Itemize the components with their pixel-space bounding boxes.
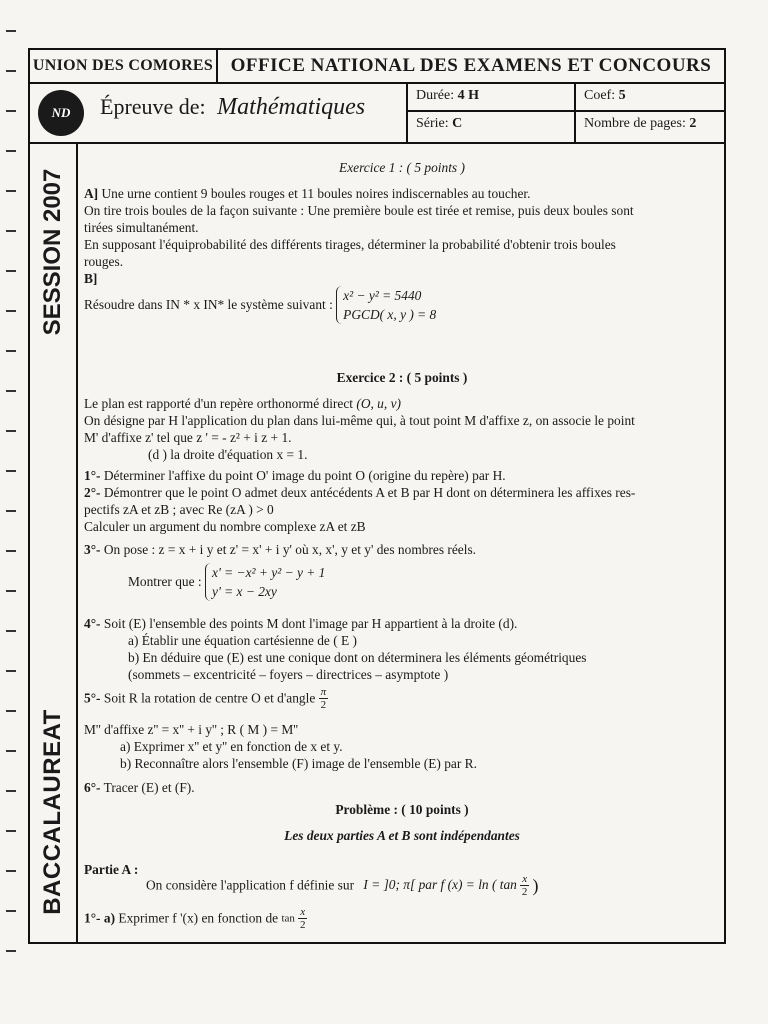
part-a-line1 — [146, 873, 538, 898]
ex2-q3-text: On pose : z = x + i y et z' = x' + i y' où x, x', y et y' des nombres réels. — [103, 542, 477, 557]
part-a-q1-num: 1°- — [84, 910, 101, 926]
part-a-q1-frac-den: 2 — [299, 919, 306, 931]
ex1-system — [336, 286, 436, 324]
duration-value: 4 H — [457, 88, 479, 103]
ex2-q3-eq1: x' = −x² + y² − y + 1 — [212, 565, 326, 580]
duration-label: Durée: — [416, 88, 455, 103]
part-a-q1-a: a) — [103, 910, 116, 926]
exam-label: BACCALAUREAT — [39, 709, 66, 915]
ex2-line1 — [84, 396, 401, 413]
ex1-b-label: B] — [84, 271, 98, 286]
part-a-fraction — [520, 873, 529, 898]
ex2-q5-a: a) Exprimer x'' et y'' en fonction de x et y. — [120, 739, 343, 754]
ex2-q3-show: Montrer que : — [128, 573, 202, 589]
ex1-a-line3: tirées simultanément. — [84, 220, 199, 235]
part-a-close: ) — [532, 875, 539, 896]
ex2-repere: (O, u, v) — [356, 396, 401, 411]
duration-cell — [406, 84, 574, 112]
ex2-q5-line2: M'' d'affixe z'' = x'' + i y'' ; R ( M ) = M'' — [84, 722, 299, 737]
part-a-q1-tan: tan — [281, 912, 295, 925]
ex2-q2-line3: Calculer un argument du nombre complexe zA et zB — [84, 519, 366, 534]
series-cell — [406, 112, 574, 142]
part-a-q1-text: Exprimer f '(x) en fonction de — [118, 910, 279, 926]
ex2-q2-num: 2°- — [84, 485, 101, 500]
ex2-q5-text: Soit R la rotation de centre O et d'angle — [103, 690, 316, 706]
epreuve-label: Épreuve de: — [100, 94, 206, 119]
ex2-q1-text: Déterminer l'affixe du point O' image du point O (origine du repère) par H. — [103, 468, 506, 483]
subject-line — [100, 94, 365, 121]
binding-holes — [0, 0, 24, 1024]
ex1-a-label: A] — [84, 186, 99, 201]
pages-value: 2 — [689, 116, 697, 131]
part-a-q1 — [84, 906, 307, 931]
ex2-q1-num: 1°- — [84, 468, 101, 483]
ex2-line3: M' d'affixe z' tel que z ' = - z² + i z + 1. — [84, 430, 292, 445]
ex2-q4-num: 4°- — [84, 616, 101, 631]
side-banner — [30, 144, 78, 942]
series-value: C — [452, 116, 463, 131]
exercise-1-title: Exercice 1 : ( 5 points ) — [339, 160, 465, 175]
part-a-text: On considère l'application f définie sur — [146, 877, 355, 893]
office-title: OFFICE NATIONAL DES EXAMENS ET CONCOURS — [230, 55, 712, 76]
part-a-math: I = ]0; π[ par f (x) = ln ( tan — [363, 877, 517, 893]
header-info-row — [30, 84, 724, 144]
series-label: Série: — [416, 116, 449, 131]
pages-label: Nombre de pages: — [584, 116, 686, 131]
ex1-a-line2: On tire trois boules de la façon suivante : Une première boule est tirée et remise, puis deux boules sont — [84, 203, 634, 218]
ex2-text1: Le plan est rapporté d'un repère orthonormé direct — [84, 396, 353, 411]
part-a-title: Partie A : — [84, 862, 139, 877]
ex2-q2-line2: pectifs zA et zB ; avec Re (zA ) > 0 — [84, 502, 274, 517]
ex2-q4 — [84, 616, 517, 633]
ex2-line4: (d ) la droite d'équation x = 1. — [148, 447, 308, 462]
ex2-q5-frac-den: 2 — [320, 699, 327, 711]
ex2-q3-num: 3°- — [84, 542, 101, 557]
ex2-q4-c: (sommets – excentricité – foyers – directrices – asymptote ) — [128, 667, 449, 682]
ex2-q3-system-line — [128, 563, 325, 601]
ex2-q6-text: Tracer (E) et (F). — [103, 780, 195, 795]
ex2-q5-num: 5°- — [84, 690, 101, 706]
ex2-q4-a: a) Établir une équation cartésienne de ( E ) — [128, 633, 358, 648]
coef-cell — [574, 84, 724, 112]
ex2-q4-b: b) En déduire que (E) est une conique dont on déterminera les éléments géométriques — [128, 650, 587, 665]
ex2-q1 — [84, 468, 506, 485]
coef-value: 5 — [618, 88, 626, 103]
ex1-a-text1: Une urne contient 9 boules rouges et 11 boules noires indiscernables au toucher. — [101, 186, 531, 201]
ex1-a-line1 — [84, 186, 531, 203]
ex2-q5-fraction — [319, 686, 329, 711]
ex2-q5-b: b) Reconnaître alors l'ensemble (F) image de l'ensemble (E) par R. — [120, 756, 477, 771]
ex1-eq2: PGCD( x, y ) = 8 — [343, 307, 437, 322]
ex2-q3 — [84, 542, 476, 559]
part-a-frac-num: x — [522, 873, 528, 885]
union-label: UNION DES COMORES — [30, 50, 218, 82]
part-a-frac-den: 2 — [521, 886, 528, 898]
ex1-b-line — [84, 286, 436, 324]
ex1-a-line4: En supposant l'équiprobabilité des différents tirages, déterminer la probabilité d'obtenir trois boules — [84, 237, 616, 252]
session-label: SESSION 2007 — [39, 168, 66, 336]
ex2-q3-eq2: y' = x − 2xy — [212, 584, 277, 599]
part-a-q1-fraction — [298, 906, 307, 931]
ex1-eq1: x² − y² = 5440 — [343, 288, 422, 303]
ex2-q5 — [84, 686, 328, 711]
problem-subtitle: Les deux parties A et B sont indépendantes — [284, 828, 520, 843]
subject-name: Mathématiques — [217, 94, 366, 120]
coef-label: Coef: — [584, 88, 616, 103]
part-a-q1-frac-num: x — [300, 906, 306, 918]
ex2-line2: On désigne par H l'application du plan dans lui-même qui, à tout point M d'affixe z, on associe le point — [84, 413, 635, 428]
problem-title: Problème : ( 10 points ) — [335, 802, 469, 817]
exercise-2-title: Exercice 2 : ( 5 points ) — [336, 370, 468, 385]
office-logo: ND — [38, 90, 84, 136]
ex2-q3-system — [205, 563, 325, 601]
pages-cell — [574, 112, 724, 142]
ex2-q2-text: Démontrer que le point O admet deux antécédents A et B par H dont on déterminera les affixes res- — [103, 485, 636, 500]
ex2-q2 — [84, 485, 635, 502]
ex1-b-text: Résoudre dans IN * x IN* le système suivant : — [84, 296, 333, 312]
header-top-row — [30, 50, 724, 84]
ex2-q4-text: Soit (E) l'ensemble des points M dont l'image par H appartient à la droite (d). — [103, 616, 518, 631]
ex2-q6 — [84, 780, 195, 797]
ex1-a-line5: rouges. — [84, 254, 124, 269]
ex2-q6-num: 6°- — [84, 780, 101, 795]
ex2-q5-frac-num: π — [320, 686, 327, 698]
